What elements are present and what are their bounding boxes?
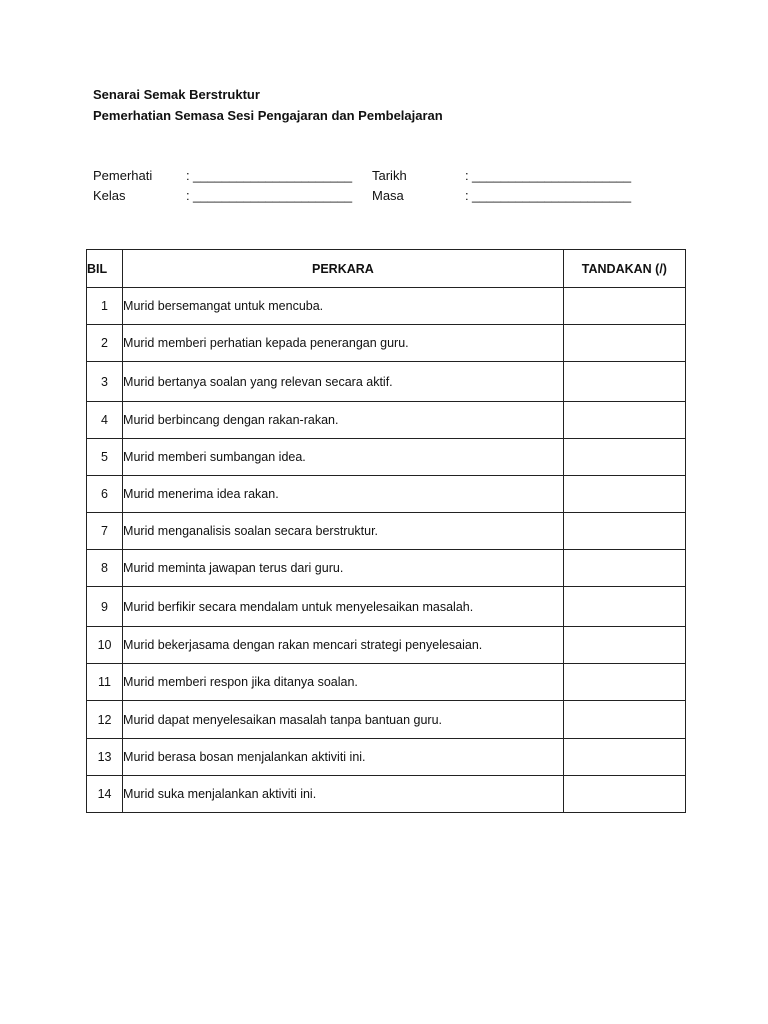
row-item: Murid meminta jawapan terus dari guru. <box>123 550 564 587</box>
table-row <box>87 325 686 362</box>
row-number: 13 <box>87 739 123 776</box>
table-row <box>87 439 686 476</box>
row-number: 5 <box>87 439 123 476</box>
row-number: 10 <box>87 627 123 664</box>
row-item: Murid memberi sumbangan idea. <box>123 439 564 476</box>
row-check-cell[interactable] <box>563 402 685 439</box>
row-item: Murid menerima idea rakan. <box>123 476 564 513</box>
row-number: 8 <box>87 550 123 587</box>
kelas-field[interactable]: ______________________ <box>193 188 353 203</box>
row-item: Murid berasa bosan menjalankan aktiviti ini. <box>123 739 564 776</box>
row-check-cell[interactable] <box>563 325 685 362</box>
row-item: Murid menganalisis soalan secara berstruktur. <box>123 513 564 550</box>
row-number: 12 <box>87 701 123 739</box>
row-item: Murid memberi perhatian kepada penerangan guru. <box>123 325 564 362</box>
row-number: 4 <box>87 402 123 439</box>
table-row <box>87 701 686 739</box>
row-number: 9 <box>87 587 123 627</box>
row-check-cell[interactable] <box>563 664 685 701</box>
row-check-cell[interactable] <box>563 627 685 664</box>
tarikh-colon: : <box>465 168 469 183</box>
header-bil: BIL <box>87 250 123 288</box>
row-check-cell[interactable] <box>563 550 685 587</box>
row-check-cell[interactable] <box>563 288 685 325</box>
row-item: Murid bertanya soalan yang relevan secara aktif. <box>123 362 564 402</box>
table-row <box>87 513 686 550</box>
table-row <box>87 362 686 402</box>
row-item: Murid berfikir secara mendalam untuk menyelesaikan masalah. <box>123 587 564 627</box>
row-item: Murid bekerjasama dengan rakan mencari strategi penyelesaian. <box>123 627 564 664</box>
table-row <box>87 550 686 587</box>
pemerhati-label: Pemerhati <box>93 168 153 183</box>
row-check-cell[interactable] <box>563 587 685 627</box>
row-number: 11 <box>87 664 123 701</box>
table-row <box>87 402 686 439</box>
row-item: Murid bersemangat untuk mencuba. <box>123 288 564 325</box>
row-number: 7 <box>87 513 123 550</box>
header-perkara: PERKARA <box>123 250 564 288</box>
row-item: Murid dapat menyelesaikan masalah tanpa bantuan guru. <box>123 701 564 739</box>
row-check-cell[interactable] <box>563 476 685 513</box>
document-subtitle: Pemerhatian Semasa Sesi Pengajaran dan Pembelajaran <box>93 108 443 123</box>
row-number: 1 <box>87 288 123 325</box>
table-row <box>87 664 686 701</box>
row-check-cell[interactable] <box>563 776 685 813</box>
pemerhati-colon: : <box>186 168 190 183</box>
masa-field[interactable]: ______________________ <box>472 188 632 203</box>
document-title: Senarai Semak Berstruktur <box>93 87 260 102</box>
table-row <box>87 476 686 513</box>
kelas-colon: : <box>186 188 190 203</box>
checklist-table <box>86 249 686 813</box>
row-check-cell[interactable] <box>563 739 685 776</box>
masa-label: Masa <box>372 188 404 203</box>
row-item: Murid memberi respon jika ditanya soalan. <box>123 664 564 701</box>
row-check-cell[interactable] <box>563 439 685 476</box>
row-check-cell[interactable] <box>563 701 685 739</box>
tarikh-label: Tarikh <box>372 168 407 183</box>
table-row <box>87 288 686 325</box>
row-number: 14 <box>87 776 123 813</box>
table-header-row <box>87 250 686 288</box>
kelas-label: Kelas <box>93 188 126 203</box>
header-tandakan: TANDAKAN (/) <box>563 250 685 288</box>
pemerhati-field[interactable]: ______________________ <box>193 168 353 183</box>
row-item: Murid berbincang dengan rakan-rakan. <box>123 402 564 439</box>
table-row <box>87 739 686 776</box>
row-number: 6 <box>87 476 123 513</box>
row-number: 2 <box>87 325 123 362</box>
row-item: Murid suka menjalankan aktiviti ini. <box>123 776 564 813</box>
row-check-cell[interactable] <box>563 362 685 402</box>
tarikh-field[interactable]: ______________________ <box>472 168 632 183</box>
row-check-cell[interactable] <box>563 513 685 550</box>
table-row <box>87 587 686 627</box>
row-number: 3 <box>87 362 123 402</box>
table-row <box>87 776 686 813</box>
masa-colon: : <box>465 188 469 203</box>
table-row <box>87 627 686 664</box>
